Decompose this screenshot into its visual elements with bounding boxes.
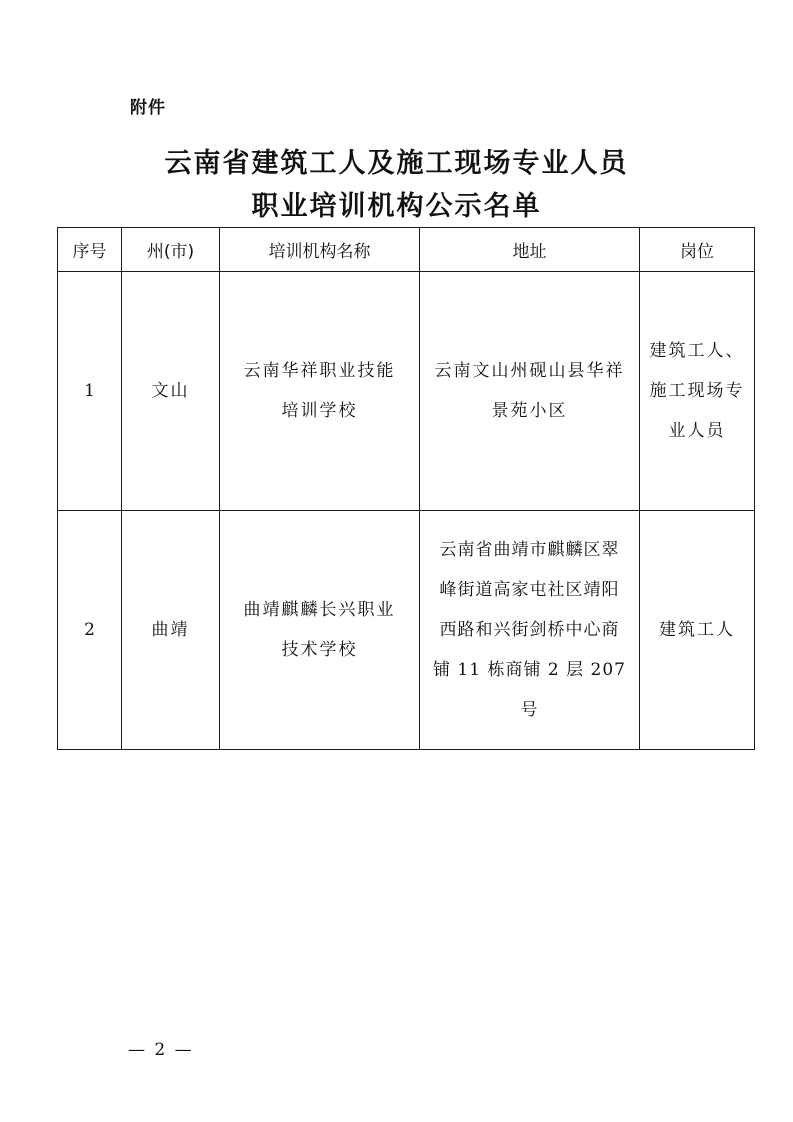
page-number: — 2 —: [128, 1040, 194, 1060]
row-prefecture: 曲靖: [122, 511, 220, 750]
header-address: 地址: [420, 228, 640, 272]
row-serial-number: 1: [58, 272, 122, 511]
row-position: 建筑工人: [640, 511, 755, 750]
row-position: 建筑工人、施工现场专业人员: [640, 272, 755, 511]
row-address: 云南文山州砚山县华祥景苑小区: [420, 272, 640, 511]
table-row: [58, 511, 755, 750]
row-address: 云南省曲靖市麒麟区翠峰街道高家屯社区靖阳西路和兴街剑桥中心商铺 11 栋商铺 2 层 207 号: [420, 511, 640, 750]
header-institution-name: 培训机构名称: [220, 228, 420, 272]
header-prefecture: 州(市): [122, 228, 220, 272]
table-header-row: [58, 228, 755, 272]
annex-label: 附件: [130, 98, 166, 118]
table-row: [58, 272, 755, 511]
document-title-line-1: 云南省建筑工人及施工现场专业人员: [164, 148, 629, 179]
header-serial-number: 序号: [58, 228, 122, 272]
row-institution-name: 曲靖麒麟长兴职业技术学校: [220, 511, 420, 750]
row-institution-name: 云南华祥职业技能培训学校: [220, 272, 420, 511]
row-prefecture: 文山: [122, 272, 220, 511]
institution-table: [57, 227, 755, 750]
header-position: 岗位: [640, 228, 755, 272]
row-serial-number: 2: [58, 511, 122, 750]
document-title-line-2: 职业培训机构公示名单: [251, 191, 542, 222]
